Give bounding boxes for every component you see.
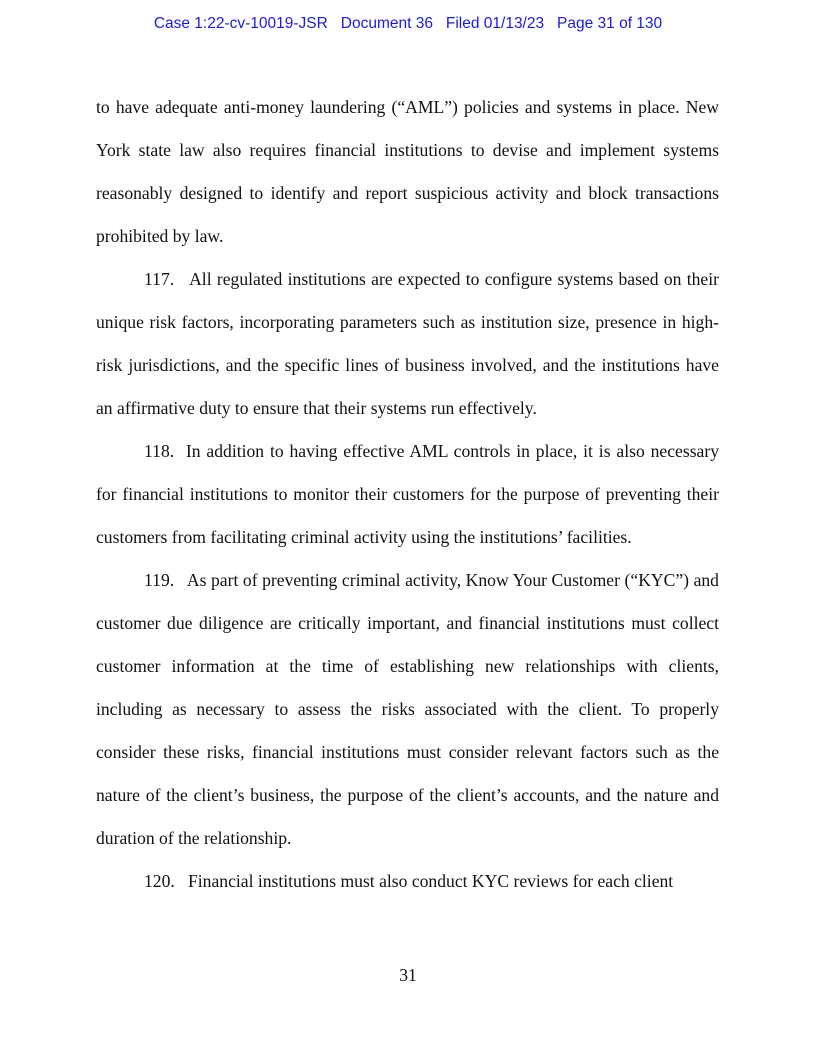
document-body xyxy=(96,86,719,903)
paragraph-120 xyxy=(96,860,719,903)
paragraph-text: In addition to having effective AML controls in place, it is also necessary for financial institutions to monitor their customers for the purpose of preventing their customers from facilitating criminal activity using the institutions’ facilities. xyxy=(96,441,720,547)
paragraph-number: 118. xyxy=(144,441,175,461)
case-header-stamp: Case 1:22-cv-10019-JSR Document 36 Filed 01/13/23 Page 31 of 130 xyxy=(153,15,663,32)
paragraph-117 xyxy=(96,258,719,430)
paragraph-number: 117. xyxy=(144,269,175,289)
paragraph-119 xyxy=(96,559,719,860)
paragraph-number: 120. xyxy=(144,871,175,891)
paragraph-text: Financial institutions must also conduct KYC reviews for each client xyxy=(188,871,674,891)
paragraph-text: to have adequate anti-money laundering (“AML”) policies and systems in place. New York state law also requires financial institutions to devise and implement systems reasonably designed to identify and report suspicious activity and block transactions prohibited by law. xyxy=(96,97,719,246)
paragraph-text: As part of preventing criminal activity, Know Your Customer (“KYC”) and customer due diligence are critically important, and financial institutions must collect customer information at the time of establishing new relationships with clients, including as necessary to assess the risks associated with the client. To properly consider these risks, financial institutions must consider relevant factors such as the nature of the client’s business, the purpose of the client’s accounts, and the nature and duration of the relationship. xyxy=(96,570,719,848)
paragraph-number: 119. xyxy=(144,570,175,590)
paragraph-continuation xyxy=(96,86,719,258)
paragraph-text: All regulated institutions are expected to configure systems based on their unique risk factors, incorporating parameters such as institution size, presence in high-risk jurisdictions, and the specific lines of business involved, and the institutions have an affirmative duty to ensure that their systems run effectively. xyxy=(96,269,719,418)
page-number: 31 xyxy=(399,965,417,985)
paragraph-118 xyxy=(96,430,719,559)
